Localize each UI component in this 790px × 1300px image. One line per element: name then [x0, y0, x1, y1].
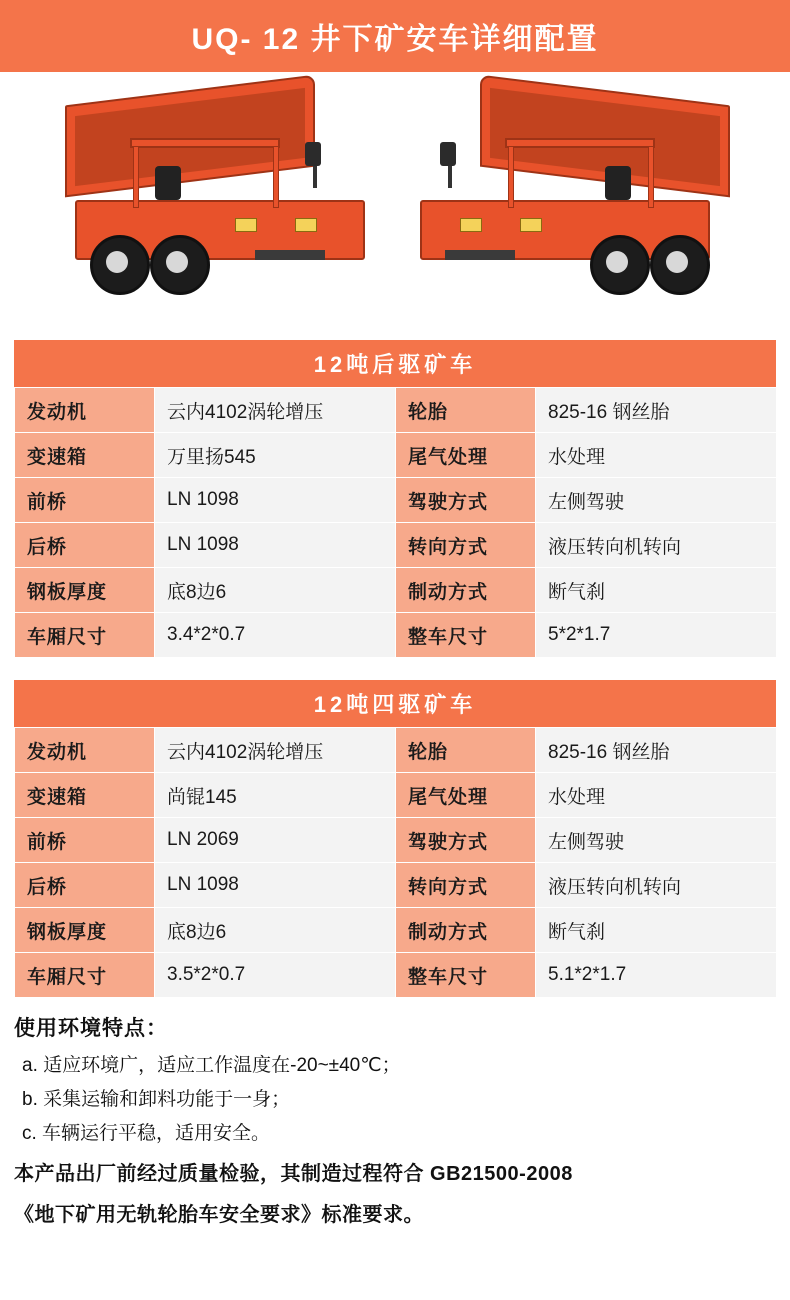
row-label-steering: 转向方式 [396, 863, 536, 908]
row-value-brake: 断气刹 [536, 568, 777, 613]
row-value-box-size: 3.4*2*0.7 [155, 613, 396, 658]
driver-seat-icon [155, 166, 181, 200]
truck-right-illustration [400, 80, 750, 330]
row-value-plate-thickness: 底8边6 [155, 908, 396, 953]
row-value-front-axle: LN 1098 [155, 478, 396, 523]
row-label-box-size: 车厢尺寸 [15, 953, 155, 998]
mirror-head-icon [305, 142, 321, 166]
row-value-tire: 825-16 钢丝胎 [536, 728, 777, 773]
table-row [15, 773, 777, 818]
table-row [15, 863, 777, 908]
page-title: UQ- 12 井下矿安车详细配置 [191, 23, 599, 56]
table-row [15, 523, 777, 568]
driver-seat-icon [605, 166, 631, 200]
usage-notes [14, 998, 776, 1227]
row-value-rear-axle: LN 1098 [155, 863, 396, 908]
bumper-icon [255, 250, 325, 260]
spec-block-four-wheel-drive [14, 680, 776, 998]
row-label-gearbox: 变速箱 [15, 773, 155, 818]
row-value-exhaust: 水处理 [536, 433, 777, 478]
row-value-front-axle: LN 2069 [155, 818, 396, 863]
headlamp-icon [235, 218, 257, 232]
truck-left-illustration [55, 80, 405, 330]
wheel-icon [650, 235, 710, 295]
standard-statement-line2: 《地下矿用无轨轮胎车安全要求》标准要求。 [14, 1204, 424, 1226]
spec-title: 12吨四驱矿车 [14, 680, 776, 727]
row-value-exhaust: 水处理 [536, 773, 777, 818]
row-value-gearbox: 尚锟145 [155, 773, 396, 818]
row-value-drive-mode: 左侧驾驶 [536, 818, 777, 863]
row-label-brake: 制动方式 [396, 908, 536, 953]
row-label-rear-axle: 后桥 [15, 523, 155, 568]
table-row [15, 908, 777, 953]
table-row [15, 953, 777, 998]
spec-table [14, 387, 777, 658]
product-photo-area [0, 72, 790, 340]
notes-line-a: a. 适应环境广，适应工作温度在-20~±40℃； [22, 1055, 401, 1076]
cab-post-icon [648, 146, 654, 208]
spec-block-rear-drive [14, 340, 776, 658]
row-value-steering: 液压转向机转向 [536, 523, 777, 568]
cab-post-icon [133, 146, 139, 208]
row-value-plate-thickness: 底8边6 [155, 568, 396, 613]
cab-post-icon [273, 146, 279, 208]
row-value-vehicle-size: 5*2*1.7 [536, 613, 777, 658]
row-value-drive-mode: 左侧驾驶 [536, 478, 777, 523]
row-label-drive-mode: 驾驶方式 [396, 478, 536, 523]
headlamp-icon [520, 218, 542, 232]
row-value-gearbox: 万里扬545 [155, 433, 396, 478]
row-label-exhaust: 尾气处理 [396, 773, 536, 818]
row-label-vehicle-size: 整车尺寸 [396, 953, 536, 998]
row-value-tire: 825-16 钢丝胎 [536, 388, 777, 433]
notes-line-b: b. 采集运输和卸料功能于一身； [22, 1089, 291, 1110]
headlamp-icon [295, 218, 317, 232]
table-row [15, 568, 777, 613]
cab-post-icon [508, 146, 514, 208]
cab-roof-icon [505, 138, 655, 148]
row-value-vehicle-size: 5.1*2*1.7 [536, 953, 777, 998]
row-label-tire: 轮胎 [396, 728, 536, 773]
row-label-box-size: 车厢尺寸 [15, 613, 155, 658]
row-label-brake: 制动方式 [396, 568, 536, 613]
row-value-engine: 云内4102涡轮增压 [155, 388, 396, 433]
row-label-engine: 发动机 [15, 388, 155, 433]
table-row [15, 728, 777, 773]
row-value-brake: 断气刹 [536, 908, 777, 953]
row-label-gearbox: 变速箱 [15, 433, 155, 478]
page-header [0, 0, 790, 72]
table-row [15, 613, 777, 658]
bumper-icon [445, 250, 515, 260]
row-label-engine: 发动机 [15, 728, 155, 773]
standard-statement-line1: 本产品出厂前经过质量检验，其制造过程符合 GB21500-2008 [14, 1163, 573, 1185]
table-row [15, 478, 777, 523]
table-row [15, 818, 777, 863]
notes-line-c: c. 车辆运行平稳，适用安全。 [22, 1123, 271, 1144]
row-label-front-axle: 前桥 [15, 478, 155, 523]
row-label-tire: 轮胎 [396, 388, 536, 433]
row-value-box-size: 3.5*2*0.7 [155, 953, 396, 998]
wheel-icon [90, 235, 150, 295]
wheel-icon [150, 235, 210, 295]
row-value-steering: 液压转向机转向 [536, 863, 777, 908]
row-label-front-axle: 前桥 [15, 818, 155, 863]
row-label-plate-thickness: 钢板厚度 [15, 568, 155, 613]
row-label-steering: 转向方式 [396, 523, 536, 568]
row-label-drive-mode: 驾驶方式 [396, 818, 536, 863]
spec-table [14, 727, 777, 998]
spec-title: 12吨后驱矿车 [14, 340, 776, 387]
row-label-plate-thickness: 钢板厚度 [15, 908, 155, 953]
wheel-icon [590, 235, 650, 295]
notes-heading: 使用环境特点： [14, 1017, 168, 1040]
row-label-exhaust: 尾气处理 [396, 433, 536, 478]
mirror-head-icon [440, 142, 456, 166]
row-value-engine: 云内4102涡轮增压 [155, 728, 396, 773]
table-row [15, 388, 777, 433]
row-label-vehicle-size: 整车尺寸 [396, 613, 536, 658]
row-value-rear-axle: LN 1098 [155, 523, 396, 568]
row-label-rear-axle: 后桥 [15, 863, 155, 908]
cab-roof-icon [130, 138, 280, 148]
headlamp-icon [460, 218, 482, 232]
table-row [15, 433, 777, 478]
